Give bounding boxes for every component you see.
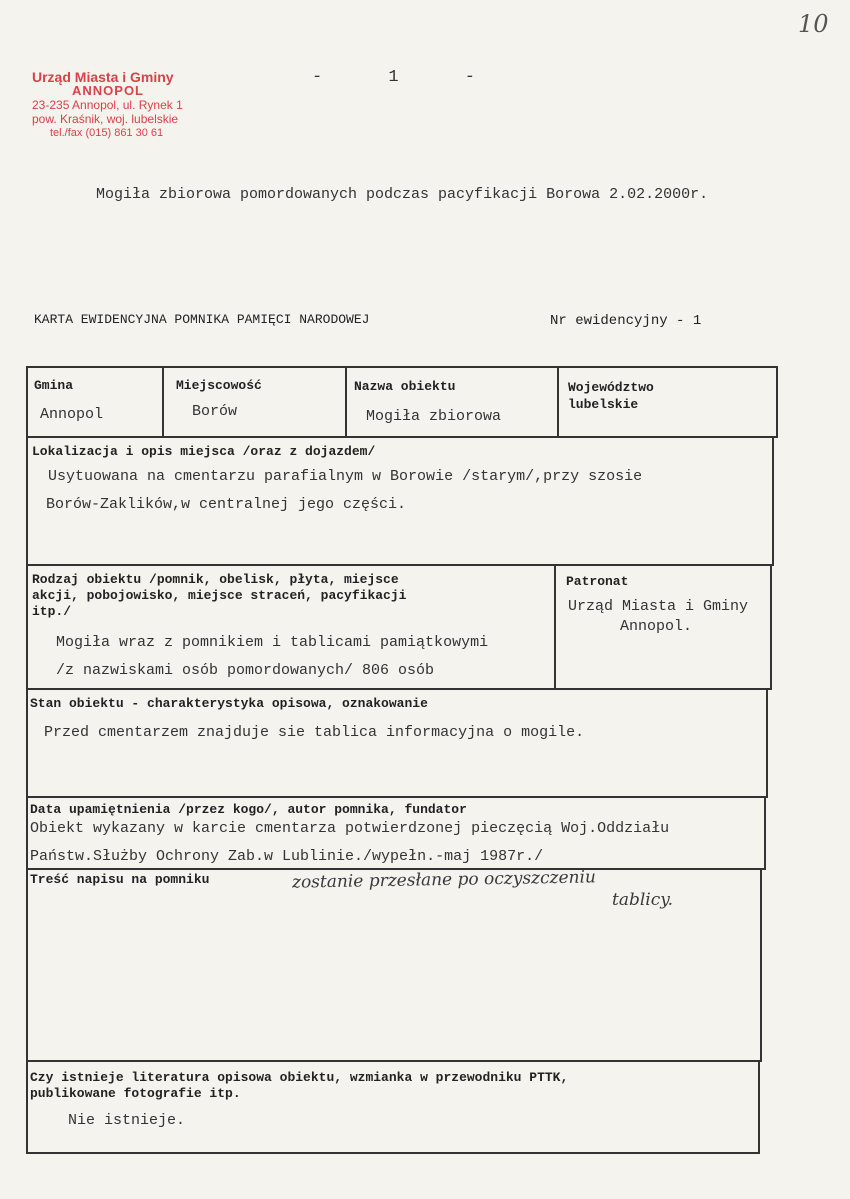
- literatura-value: Nie istnieje.: [68, 1112, 186, 1129]
- document-heading: Mogiła zbiorowa pomordowanych podczas pacyfikacji Borowa 2.02.2000r.: [96, 186, 709, 203]
- gmina-label: Gmina: [34, 378, 74, 393]
- literatura-label-line-1: Czy istnieje literatura opisowa obiektu, wzmianka w przewodniku PTTK,: [30, 1070, 569, 1085]
- lokalizacja-label: Lokalizacja i opis miejsca /oraz z dojazdem/: [32, 444, 376, 459]
- stamp-line-2: ANNOPOL: [72, 83, 144, 98]
- wojewodztwo-value: lubelskie: [568, 397, 639, 412]
- stamp-line-4: pow. Kraśnik, woj. lubelskie: [32, 112, 179, 126]
- page-number: - 1 -: [312, 68, 504, 87]
- rodzaj-obiektu-label-line-3: itp./: [32, 604, 72, 619]
- stamp-line-3: 23-235 Annopol, ul. Rynek 1: [32, 98, 183, 112]
- nazwa-obiektu-label: Nazwa obiektu: [354, 379, 456, 394]
- patronat-label: Patronat: [566, 574, 629, 589]
- rodzaj-obiektu-value-line-2: /z nazwiskami osób pomordowanych/ 806 osób: [56, 662, 435, 679]
- tresc-napisu-label: Treść napisu na pomniku: [30, 872, 210, 887]
- data-upamietnienia-label: Data upamiętnienia /przez kogo/, autor pomnika, fundator: [30, 802, 467, 817]
- data-upamietnienia-value-line-2: Państw.Służby Ochrony Zab.w Lublinie./wypełn.-maj 1987r./: [30, 848, 544, 865]
- stamp-line-5: tel./fax (015) 861 30 61: [50, 127, 164, 139]
- wojewodztwo-label: Województwo: [568, 380, 654, 395]
- tresc-handwritten-note-line-1: zostanie przesłane po oczyszczeniu: [291, 867, 597, 893]
- card-title: KARTA EWIDENCYJNA POMNIKA PAMIĘCI NARODOWEJ: [34, 312, 370, 327]
- miejscowosc-label: Miejscowość: [176, 378, 262, 393]
- patronat-value-line-2: Annopol.: [620, 618, 693, 635]
- nazwa-obiektu-value: Mogiła zbiorowa: [366, 408, 502, 425]
- rodzaj-obiektu-label-line-2: akcji, pobojowisko, miejsce straceń, pacyfikacji: [32, 588, 407, 603]
- lokalizacja-value-line-2: Borów-Zaklików,w centralnej jego części.: [46, 496, 407, 513]
- stan-obiektu-label: Stan obiektu - charakterystyka opisowa, oznakowanie: [30, 696, 428, 711]
- lokalizacja-value-line-1: Usytuowana na cmentarzu parafialnym w Borowie /starym/,przy szosie: [48, 468, 643, 485]
- patronat-value-line-1: Urząd Miasta i Gminy: [568, 598, 749, 615]
- corner-archive-number: 10: [798, 10, 829, 38]
- data-upamietnienia-value-line-1: Obiekt wykazany w karcie cmentarza potwierdzonej pieczęcią Woj.Oddziału: [30, 820, 670, 837]
- tresc-handwritten-note-line-2: tablicy.: [612, 890, 673, 910]
- rodzaj-obiektu-value-line-1: Mogiła wraz z pomnikiem i tablicami pamiątkowymi: [56, 634, 489, 651]
- rodzaj-obiektu-label-line-1: Rodzaj obiektu /pomnik, obelisk, płyta, miejsce: [32, 572, 399, 587]
- gmina-value: Annopol: [40, 406, 104, 423]
- miejscowosc-value: Borów: [192, 403, 238, 420]
- registry-number: Nr ewidencyjny - 1: [550, 313, 702, 329]
- office-stamp: [32, 70, 183, 140]
- stamp-line-1: Urząd Miasta i Gminy: [32, 69, 174, 85]
- literatura-label-line-2: publikowane fotografie itp.: [30, 1086, 241, 1101]
- stan-obiektu-value: Przed cmentarzem znajduje sie tablica informacyjna o mogile.: [44, 724, 585, 741]
